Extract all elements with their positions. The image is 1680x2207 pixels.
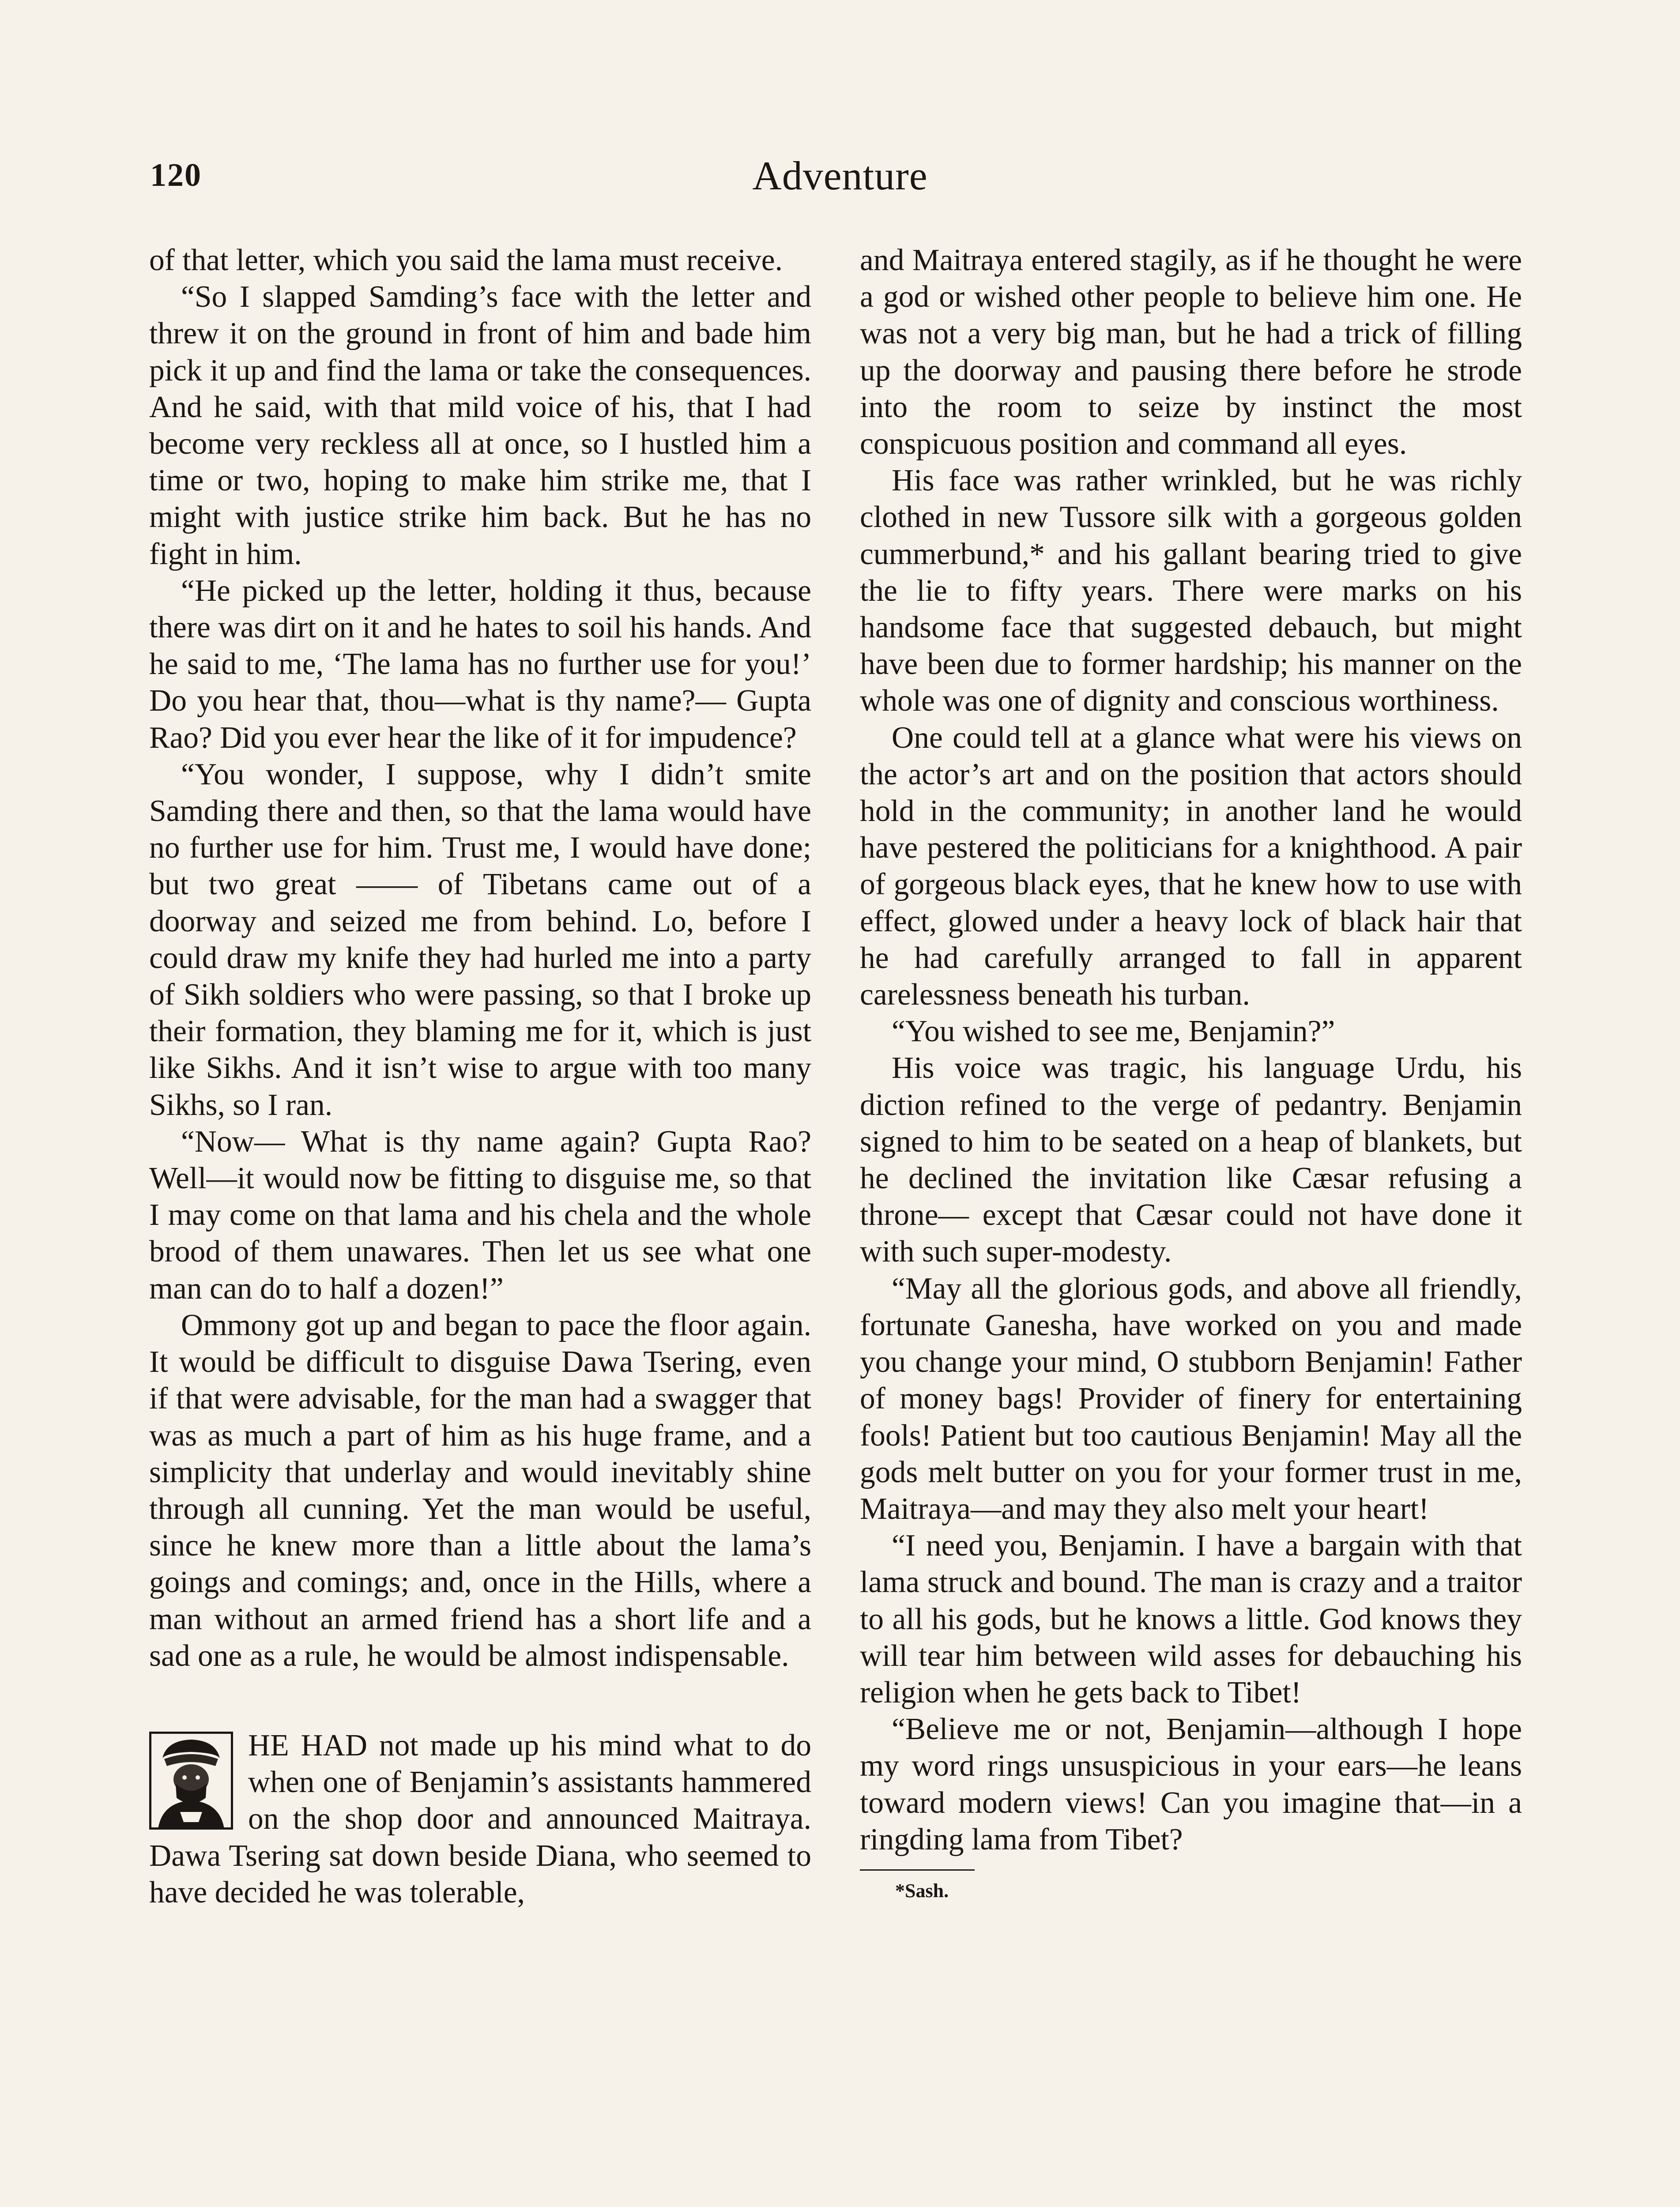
paragraph: His voice was tragic, his language Urdu, his diction refined to the verge of pedantry. Benjamin signed to him to be seated on a heap of blankets, but he declined the invitation like Cæsar refusing a throne— except that Cæsar could not have done it with such super-modesty. [860, 1051, 1522, 1269]
paragraph: “So I slapped Samding’s face with the letter and threw it on the ground in front of him and bade him pick it up and find the lama or take the consequences. And he said, with that mild voice of his, that I had become very reckless all at once, so I hustled him a time or two, hoping to make him strike me, that I might with justice strike him back. But he has no fight in him. [149, 280, 811, 571]
paragraph: His face was rather wrinkled, but he was richly clothed in new Tussore silk with a gorgeous golden cummerbund,* and his gallant bearing tried to give the lie to fifty years. There were marks on his handsome face that suggested debauch, but might have been due to former hardship; his manner on the whole was one of dignity and conscious worthiness. [860, 463, 1522, 718]
paragraph: One could tell at a glance what were his views on the actor’s art and on the position that actors should hold in the community; in another land he would have pestered the politicians for a knighthood. A pair of gorgeous black eyes, that he knew how to use with effect, glowed under a heavy lock of black hair that he had carefully arranged to fall in apparent carelessness beneath his turban. [860, 720, 1522, 1012]
paragraph: “You wonder, I suppose, why I didn’t smite Samding there and then, so that the lama would have no further use for him. Trust me, I would have done; but two great —— of Tibetans came out of a doorway and seized me from behind. Lo, before I could draw my knife they had hurled me into a party of Sikh soldiers who were passing, so that I broke up their formation, they blaming me for it, which is just like Sikhs. And it isn’t wise to argue with too many Sikhs, so I ran. [149, 757, 811, 1122]
paragraph: “Now— What is thy name again? Gupta Rao? Well—it would now be fitting to disguise me, so that I may come on that lama and his chela and the whole brood of them unawares. Then let us see what one man can do to half a dozen!” [149, 1124, 811, 1306]
paragraph: “I need you, Benjamin. I have a bargain with that lama struck and bound. The man is crazy and a traitor to all his gods, but he knows a little. God knows they will tear him between wild asses for debauching his religion when he gets back to Tibet! [860, 1529, 1522, 1710]
page-number: 120 [150, 157, 202, 193]
paragraph: “May all the glorious gods, and above all friendly, fortunate Ganesha, have worked on you and made you change your mind, O stubborn Benjamin! Father of money bags! Provider of finery for entertaining fools! Patient but too cautious Benjamin! May all the gods melt butter on you for your former trust in me, Maitraya—and may they also melt your heart! [860, 1271, 1522, 1526]
right-column [860, 242, 1522, 1903]
paragraph: and Maitraya entered stagily, as if he thought he were a god or wished other people to believe him one. He was not a very big man, but he had a trick of filling up the doorway and pausing there before he strode into the room to seize by instinct the most conspicuous position and command all eyes. [860, 243, 1522, 461]
left-column [149, 242, 811, 1911]
paragraph: of that letter, which you said the lama must receive. [149, 243, 783, 277]
paragraph: Ommony got up and began to pace the floor again. It would be difficult to disguise Dawa Tsering, even if that were advisable, for the man had a swagger that was as much a part of him as his huge frame, and a simplicity that underlay and would inevitably shine through all cunning. Yet the man would be useful, since he knew more than a little about the lama’s goings and comings; and, once in the Hills, where a man without an armed friend has a short life and a sad one as a rule, he would be almost indispensable. [149, 1308, 811, 1673]
paragraph: “Believe me or not, Benjamin—although I hope my word rings unsuspicious in your ears—he leans toward modern views! Can you imagine that—in a ringding lama from Tibet? [860, 1712, 1522, 1857]
running-title: Adventure [752, 153, 928, 198]
paragraph: “You wished to see me, Benjamin?” [892, 1014, 1335, 1049]
paragraph: “He picked up the letter, holding it thus, because there was dirt on it and he hates to soil his hands. And he said to me, ‘The lama has no further use for you!’ Do you hear that, thou—what is thy name?— Gupta Rao? Did you ever hear the like of it for impudence? [149, 573, 811, 755]
footnote-rule [860, 1869, 975, 1871]
decorative-drop-cap-illustration [149, 1732, 236, 1833]
paragraph: HE HAD not made up his mind what to do when one of Benjamin’s assistants hammered on the shop door and announced Maitraya. Dawa Tsering sat down beside Diana, who seemed to have decided he was tolerable, [149, 1728, 811, 1909]
turbaned-figure-icon [149, 1732, 233, 1830]
footnote: *Sash. [895, 1879, 949, 1902]
